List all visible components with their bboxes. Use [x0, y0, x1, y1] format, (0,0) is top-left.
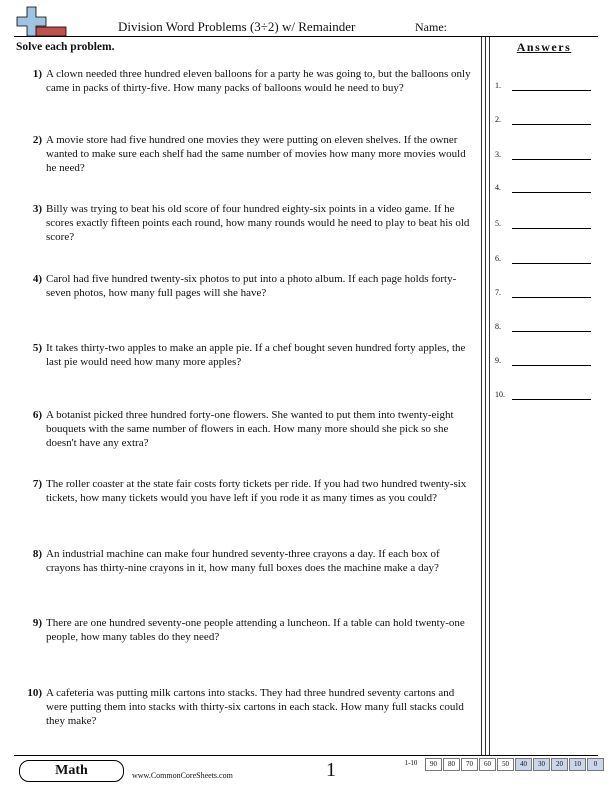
score-box: 0: [587, 758, 604, 771]
answer-row-7: [495, 288, 595, 302]
problem-number: 9): [32, 617, 42, 629]
answer-label: 6.: [495, 254, 501, 263]
problem-number: 10): [27, 687, 42, 699]
problem-text: A botanist picked three hundred forty-one flowers. She wanted to put them into twenty-eight bouquets with the same number of flowers in each. How many more should she pick so she doesn't have any extra?: [46, 409, 454, 450]
answer-label: 2.: [495, 115, 501, 124]
answer-line[interactable]: [512, 365, 591, 366]
answer-line[interactable]: [512, 192, 591, 193]
answer-line[interactable]: [512, 159, 591, 160]
problem-8: [22, 547, 474, 575]
page-number: 1: [326, 759, 336, 781]
problem-number: 1): [32, 68, 42, 80]
problem-text: There are one hundred seventy-one people attending a luncheon. If a table can hold twenty-one people, how many tables do they need?: [46, 617, 465, 644]
problem-number: 6): [32, 409, 42, 421]
answer-row-9: [495, 356, 595, 370]
problem-text: An industrial machine can make four hundred seventy-three crayons a day. If each box of crayons has thirty-nine crayons in it, how many full boxes does the machine make a day?: [46, 548, 440, 575]
answer-line[interactable]: [512, 124, 591, 125]
score-box: 40: [515, 758, 532, 771]
problem-10: [22, 686, 474, 729]
header-rule: [14, 36, 598, 37]
name-label: Name:: [415, 20, 447, 34]
answer-row-5: [495, 219, 595, 233]
problem-5: [22, 341, 474, 369]
answer-row-6: [495, 254, 595, 268]
score-box: 20: [551, 758, 568, 771]
problem-number: 8): [32, 548, 42, 560]
problem-6: [22, 408, 474, 451]
instructions: Solve each problem.: [16, 41, 115, 53]
problem-2: [22, 133, 474, 176]
column-divider: [489, 37, 490, 755]
answer-line[interactable]: [512, 399, 591, 400]
answer-label: 3.: [495, 150, 501, 159]
column-divider: [485, 37, 486, 755]
answer-label: 7.: [495, 288, 501, 297]
answers-title: Answers: [516, 40, 572, 54]
answer-line[interactable]: [512, 297, 591, 298]
score-box: 90: [425, 758, 442, 771]
score-box: 70: [461, 758, 478, 771]
problem-text: A movie store had five hundred one movies they were putting on eleven shelves. If the owner wanted to make sure each shelf had the same number of movies how many more movies would he need?: [46, 134, 466, 175]
answer-line[interactable]: [512, 331, 591, 332]
problem-3: [22, 202, 474, 245]
answer-row-8: [495, 322, 595, 336]
problem-number: 3): [32, 203, 42, 215]
problem-number: 5): [32, 342, 42, 354]
problem-text: It takes thirty-two apples to make an apple pie. If a chef bought seven hundred forty apples, the last pie would need how many more apples?: [46, 342, 466, 369]
score-scale: [398, 758, 605, 771]
problem-text: A cafeteria was putting milk cartons into stacks. They had three hundred seventy cartons and were putting them into stacks with thirty-six cartons in each stack. How many full stacks could they make?: [46, 687, 464, 728]
score-box: 30: [533, 758, 550, 771]
problem-text: Billy was trying to beat his old score of four hundred eighty-six points in a video game. If he scores exactly fifteen points each round, how many rounds would he need to play to beat his old score?: [46, 203, 470, 244]
problem-9: [22, 616, 474, 644]
answer-line[interactable]: [512, 263, 591, 264]
answer-row-10: [495, 390, 595, 404]
problem-text: The roller coaster at the state fair costs forty tickets per ride. If you had two hundred twenty-six tickets, how many tickets would you have left if you rode it as many times as you could?: [46, 478, 467, 505]
score-box: 60: [479, 758, 496, 771]
answer-label: 10.: [495, 390, 505, 399]
answer-line[interactable]: [512, 90, 591, 91]
site-url: www.CommonCoreSheets.com: [132, 771, 233, 780]
problem-4: [22, 272, 474, 300]
column-divider: [481, 37, 482, 755]
footer-rule: [14, 755, 598, 756]
subject-badge: Math: [19, 760, 124, 782]
answer-label: 9.: [495, 356, 501, 365]
problem-number: 2): [32, 134, 42, 146]
answer-line[interactable]: [512, 228, 591, 229]
answer-label: 4.: [495, 183, 501, 192]
worksheet-title: Division Word Problems (3÷2) w/ Remainder: [118, 19, 356, 34]
problem-number: 7): [32, 478, 42, 490]
answer-row-2: [495, 115, 595, 129]
answer-label: 1.: [495, 81, 501, 90]
answer-label: 5.: [495, 219, 501, 228]
answer-row-1: [495, 81, 595, 95]
problem-number: 4): [32, 273, 42, 285]
problem-text: A clown needed three hundred eleven balloons for a party he was going to, but the balloons only came in packs of thirty-five. How many packs of balloons would he need to buy?: [46, 68, 471, 95]
score-box: 50: [497, 758, 514, 771]
score-box: 80: [443, 758, 460, 771]
problem-text: Carol had five hundred twenty-six photos to put into a photo album. If each page holds forty-seven photos, how many full pages will she have?: [46, 273, 457, 300]
answer-row-3: [495, 150, 595, 164]
score-box: 10: [569, 758, 586, 771]
score-range: 1-10: [404, 759, 418, 767]
answer-label: 8.: [495, 322, 501, 331]
problem-7: [22, 477, 474, 505]
answer-row-4: [495, 183, 595, 197]
problem-1: [22, 67, 474, 95]
